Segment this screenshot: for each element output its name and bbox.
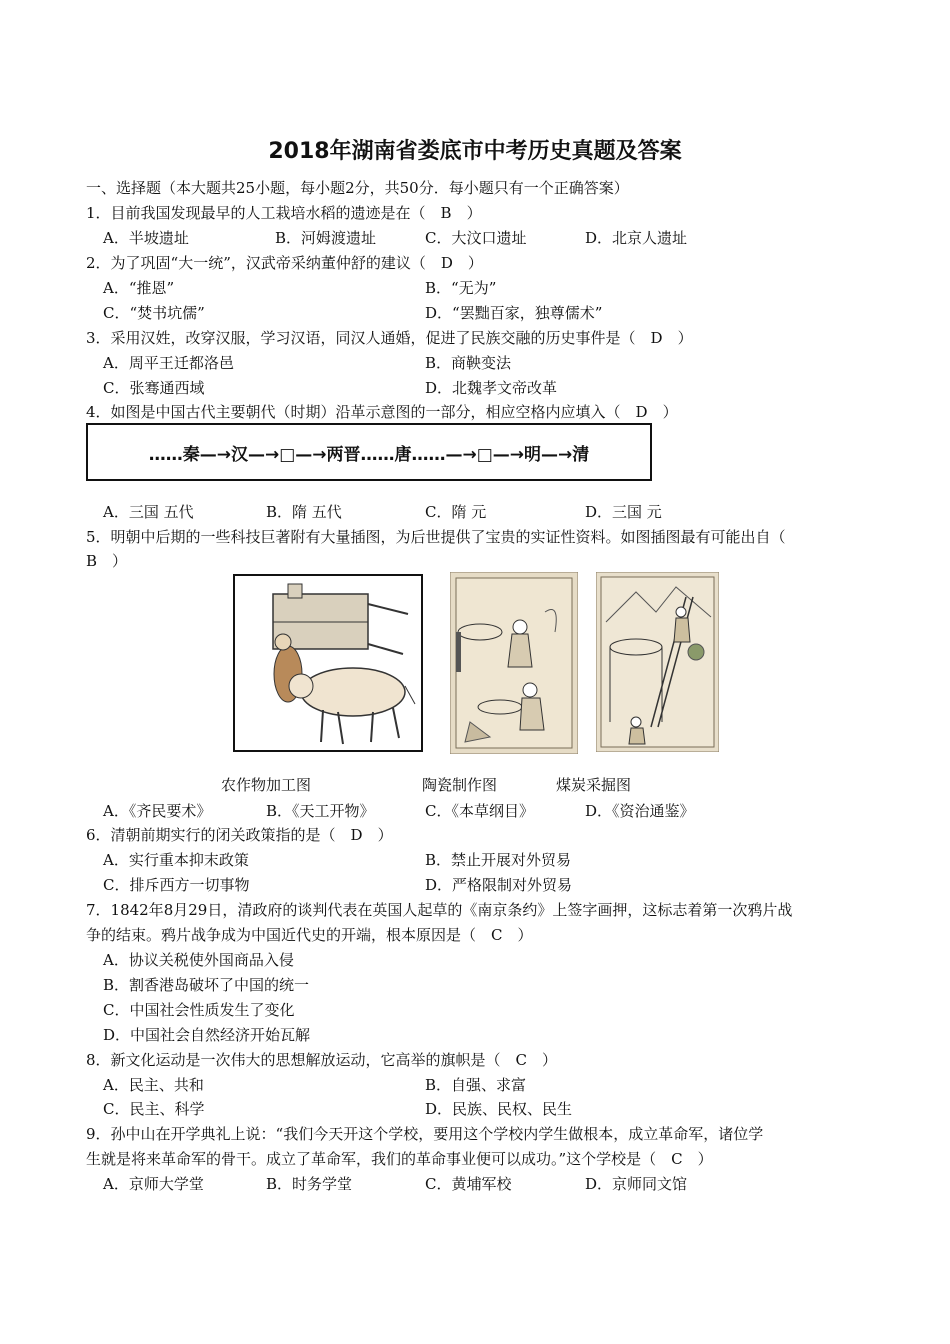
question-8-option-d: D．民族、民权、民生 bbox=[425, 1100, 573, 1118]
section-heading: 一、选择题（本大题共25小题，每小题2分，共50分．每小题只有一个正确答案） bbox=[86, 179, 629, 197]
question-1-option-b: B．河姆渡遗址 bbox=[275, 229, 377, 247]
crop-processing-illustration bbox=[233, 574, 423, 752]
question-7-option-a: A．协议关税使外国商品入侵 bbox=[103, 951, 294, 969]
question-5-option-d: D．《资治通鉴》 bbox=[585, 802, 695, 820]
question-8-stem: 8．新文化运动是一次伟大的思想解放运动，它高举的旗帜是（ C ） bbox=[86, 1051, 558, 1069]
question-9-option-c: C．黄埔军校 bbox=[425, 1175, 512, 1193]
question-8-option-b: B．自强、求富 bbox=[425, 1076, 527, 1094]
page-title: 2018年湖南省娄底市中考历史真题及答案 bbox=[268, 139, 682, 164]
question-2-option-c: C．“焚书坑儒” bbox=[103, 304, 205, 322]
question-3-option-b: B．商鞅变法 bbox=[425, 354, 512, 372]
question-3-option-d: D．北魏孝文帝改革 bbox=[425, 379, 558, 397]
question-2-option-d: D．“罢黜百家，独尊儒术” bbox=[425, 304, 603, 322]
question-6-option-c: C．排斥西方一切事物 bbox=[103, 876, 250, 894]
question-3-option-a: A．周平王迁都洛邑 bbox=[103, 354, 234, 372]
question-2-stem: 2．为了巩固“大一统”，汉武帝采纳董仲舒的建议（ D ） bbox=[86, 254, 483, 272]
question-6-option-b: B．禁止开展对外贸易 bbox=[425, 851, 572, 869]
question-8-option-a: A．民主、共和 bbox=[103, 1076, 204, 1094]
question-9-option-a: A．京师大学堂 bbox=[103, 1175, 204, 1193]
caption-crop-processing: 农作物加工图 bbox=[221, 776, 312, 794]
question-3-stem: 3．采用汉姓，改穿汉服，学习汉语，同汉人通婚，促进了民族交融的历史事件是（ D ） bbox=[86, 329, 693, 347]
question-9-option-b: B．时务学堂 bbox=[266, 1175, 353, 1193]
question-6-stem: 6．清朝前期实行的闭关政策指的是（ D ） bbox=[86, 826, 393, 844]
question-4-option-a: A．三国 五代 bbox=[103, 503, 194, 521]
question-4-option-b: B．隋 五代 bbox=[266, 503, 342, 521]
question-7-option-c: C．中国社会性质发生了变化 bbox=[103, 1001, 295, 1019]
caption-pottery-making: 陶瓷制作图 bbox=[422, 776, 498, 794]
question-4-stem: 4．如图是中国古代主要朝代（时期）沿革示意图的一部分，相应空格内应填入（ D ） bbox=[86, 403, 678, 421]
question-6-option-d: D．严格限制对外贸易 bbox=[425, 876, 573, 894]
question-9-option-d: D．京师同文馆 bbox=[585, 1175, 688, 1193]
question-5-option-b: B．《天工开物》 bbox=[266, 802, 375, 820]
pottery-making-illustration bbox=[450, 572, 578, 754]
question-7-option-b: B．割香港岛破坏了中国的统一 bbox=[103, 976, 310, 994]
question-5-stem-line-1: 5．明朝中后期的一些科技巨著附有大量插图，为后世提供了宝贵的实证性资料。如图插图最有可能出自（ bbox=[86, 528, 786, 546]
question-7-option-d: D．中国社会自然经济开始瓦解 bbox=[103, 1026, 311, 1044]
question-5-option-c: C．《本草纲目》 bbox=[425, 802, 534, 820]
question-3-option-c: C．张骞通西域 bbox=[103, 379, 205, 397]
question-7-stem-line-2: 争的结束。鸦片战争成为中国近代史的开端，根本原因是（ C ） bbox=[86, 926, 533, 944]
coal-mining-illustration bbox=[596, 572, 719, 752]
dynasty-sequence-text: ……秦—→汉—→□—→两晋……唐……—→□—→明—→清 bbox=[148, 444, 590, 465]
question-1-option-c: C．大汶口遗址 bbox=[425, 229, 527, 247]
question-1-option-d: D．北京人遗址 bbox=[585, 229, 688, 247]
question-4-option-d: D．三国 元 bbox=[585, 503, 662, 521]
dynasty-sequence-box bbox=[86, 423, 652, 481]
question-9-stem-line-1: 9．孙中山在开学典礼上说：“我们今天开这个学校，要用这个学校内学生做根本，成立革命军，诸位学 bbox=[86, 1125, 764, 1143]
question-8-option-c: C．民主、科学 bbox=[103, 1100, 205, 1118]
question-9-stem-line-2: 生就是将来革命军的骨干。成立了革命军，我们的革命事业便可以成功。”这个学校是（ C ） bbox=[86, 1150, 713, 1168]
caption-coal-mining: 煤炭采掘图 bbox=[556, 776, 632, 794]
question-2-option-a: A．“推恩” bbox=[103, 279, 175, 297]
question-1-option-a: A．半坡遗址 bbox=[103, 229, 189, 247]
question-4-option-c: C．隋 元 bbox=[425, 503, 487, 521]
question-7-stem-line-1: 7．1842年8月29日，清政府的谈判代表在英国人起草的《南京条约》上签字画押，这标志着第一次鸦片战 bbox=[86, 901, 793, 919]
question-2-option-b: B．“无为” bbox=[425, 279, 497, 297]
question-1-stem: 1．目前我国发现最早的人工栽培水稻的遗迹是在（ B ） bbox=[86, 204, 482, 222]
question-6-option-a: A．实行重本抑末政策 bbox=[103, 851, 249, 869]
question-5-stem-line-2: B ） bbox=[86, 552, 128, 570]
question-5-option-a: A．《齐民要术》 bbox=[103, 802, 212, 820]
